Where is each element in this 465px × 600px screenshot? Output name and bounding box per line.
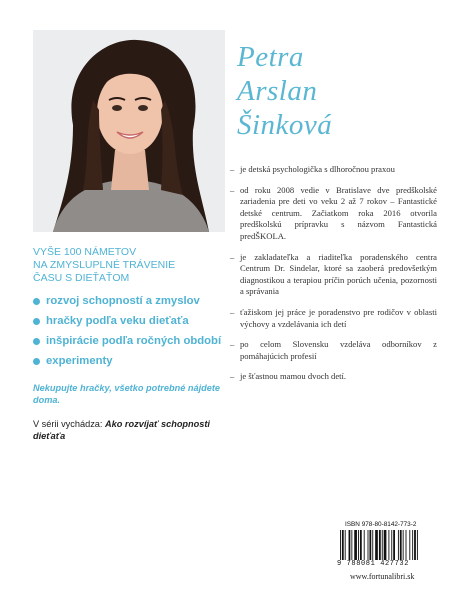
barcode-bar (412, 530, 413, 560)
headline-line: VYŠE 100 NÁMETOV (33, 246, 137, 258)
bio-item: – je šťastnou mamou dvoch detí. (230, 371, 437, 383)
barcode-bar (391, 530, 392, 560)
barcode-bars (339, 530, 445, 560)
blurb-note: Nekupujte hračky, všetko potrebné nájdete doma. (33, 383, 221, 405)
topic-item (33, 334, 223, 348)
barcode-bar (400, 530, 402, 560)
topic-label: experimenty (46, 355, 113, 367)
barcode-icon (339, 530, 445, 560)
headline-line: ČASU S DIEŤAŤOM (33, 272, 130, 284)
author-last-name: Šinková (237, 109, 333, 141)
barcode-bar (375, 530, 378, 560)
barcode-bar (417, 530, 418, 560)
bullet-icon (33, 318, 40, 325)
barcode-bar (398, 530, 399, 560)
bio-item: – je detská psychologička s dlhoročnou praxou (230, 164, 437, 176)
barcode-bar (393, 530, 395, 560)
barcode-bar (340, 530, 341, 560)
bullet-icon (33, 338, 40, 345)
topic-label: inšpirácie podľa ročných období (46, 335, 222, 347)
bio-item: – ťažiskom jej práce je poradenstvo pre rodičov v oblasti výchovy a vzdelávania ich detí (230, 307, 437, 330)
topic-item (33, 294, 223, 308)
barcode-bar (403, 530, 404, 560)
series-title: Ako rozvíjať schopnosti dieťaťa (33, 419, 210, 441)
author-middle-name: Arslan (237, 75, 318, 107)
barcode-bar (368, 530, 369, 560)
barcode-bar (384, 530, 387, 560)
barcode-bar (379, 530, 381, 560)
barcode-bar (345, 530, 346, 560)
barcode-bar (409, 530, 410, 560)
author-bio-list (230, 164, 437, 392)
barcode-bar (388, 530, 389, 560)
isbn-label: ISBN 978-80-8142-773-2 (345, 521, 417, 528)
headline-line: NA ZMYSLUPLNÉ TRÁVENIE (33, 259, 176, 271)
barcode-bar (372, 530, 373, 560)
barcode-bar (342, 530, 344, 560)
topic-label: hračky podľa veku dieťaťa (46, 315, 189, 327)
barcode-bar (354, 530, 357, 560)
bio-item: – po celom Slovensku vzdeláva odborníkov z pomáhajúcich profesií (230, 339, 437, 362)
barcode-bar (369, 530, 371, 560)
barcode-bar (358, 530, 359, 560)
barcode-bar (406, 530, 407, 560)
author-photo (33, 30, 225, 232)
bullet-icon (33, 358, 40, 365)
book-blurb (33, 246, 223, 442)
series-info (33, 418, 223, 442)
topic-item (33, 354, 223, 368)
blurb-headline (33, 246, 223, 285)
topic-list (33, 294, 223, 368)
barcode-digits: 9 788081 427732 (337, 560, 410, 568)
bio-item: – od roku 2008 vedie v Bratislave dve predškolské zariadenia pre deti vo veku 2 až 7 rokov – Fantastické detské centrum. Začiatkom roka 2016 otvorila predškolskú prípravku s názvom Fantastická predŠKOLA. (230, 185, 437, 243)
bullet-icon (33, 298, 40, 305)
author-portrait-image (33, 30, 225, 232)
author-first-name: Petra (237, 41, 304, 73)
series-prefix: V sérii vychádza: (33, 419, 103, 429)
publisher-website: www.fortunalibri.sk (350, 572, 415, 581)
barcode-bar (364, 530, 365, 560)
bio-item: – je zakladateľka a riaditeľka poradenského centra Centrum Dr. Sindelar, ktoré sa zaoberá predovšetkým diagnostikou a terapiou príčin porúch učenia, pozornosti a správania (230, 252, 437, 298)
topic-label: rozvoj schopností a zmyslov (46, 295, 200, 307)
barcode-bar (349, 530, 351, 560)
topic-item (33, 314, 223, 328)
barcode-bar (360, 530, 362, 560)
author-name (237, 40, 447, 142)
barcode-bar (382, 530, 383, 560)
barcode-bar (414, 530, 416, 560)
barcode-bar (351, 530, 352, 560)
